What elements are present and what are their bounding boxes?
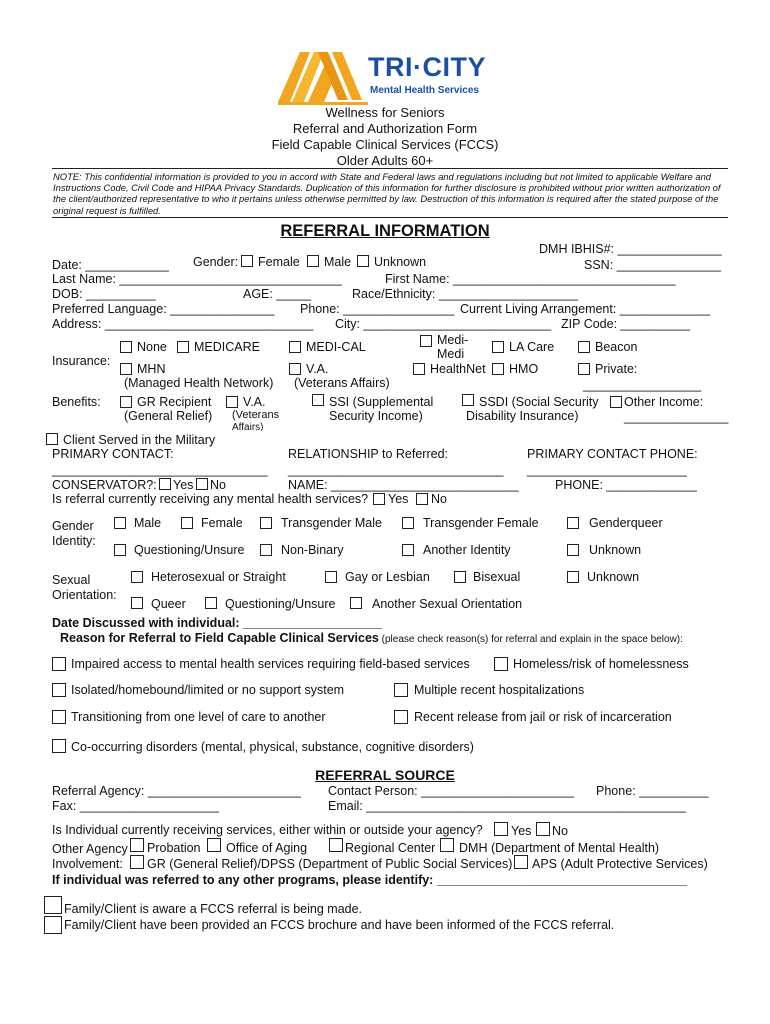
reason-hospitalizations-checkbox[interactable] [394, 683, 408, 697]
insurance-hmo-checkbox[interactable] [492, 363, 504, 375]
agency-aps-checkbox[interactable] [514, 855, 528, 869]
date-field[interactable]: Date: ____________ [52, 258, 169, 272]
insurance-mhn-checkbox[interactable] [120, 363, 132, 375]
tri-city-logo [278, 44, 493, 108]
receiving-yes-checkbox[interactable] [373, 493, 385, 505]
insurance-beacon-label: Beacon [595, 340, 638, 354]
benefits-va-checkbox[interactable] [226, 396, 238, 408]
benefits-ssi-label: SSI (Supplemental [329, 395, 434, 409]
conservator-name-field[interactable]: NAME: ___________________________ [288, 478, 519, 492]
so-gay-checkbox[interactable] [325, 571, 337, 583]
age-field[interactable]: AGE: _____ [243, 287, 312, 301]
source-no-checkbox[interactable] [536, 822, 550, 836]
reason-heading-bold: Reason for Referral to Field Capable Clinical Services [60, 631, 379, 645]
conservator-phone-field[interactable]: PHONE: _____________ [555, 478, 697, 492]
gender-label: Gender: [193, 255, 239, 269]
reason-cooccurring-checkbox[interactable] [52, 739, 66, 753]
phone-field[interactable]: Phone: ________________ [300, 302, 455, 316]
so-queer-checkbox[interactable] [131, 597, 143, 609]
insurance-medical-label: MEDI-CAL [306, 340, 366, 354]
agency-probation-label: Probation [147, 841, 201, 855]
reason-transitioning-checkbox[interactable] [52, 710, 66, 724]
contact-person-field[interactable]: Contact Person: ______________________ [328, 784, 575, 798]
insurance-medi-medi-checkbox[interactable] [420, 335, 432, 347]
so-unknown-checkbox[interactable] [567, 571, 579, 583]
insurance-va-checkbox[interactable] [289, 363, 301, 375]
conservator-no-label: No [210, 478, 226, 492]
so-gay-label: Gay or Lesbian [345, 570, 430, 584]
insurance-private-field[interactable]: _________________ [583, 378, 702, 392]
city-field[interactable]: City: ___________________________ [335, 317, 552, 331]
benefits-other-checkbox[interactable] [610, 396, 622, 408]
benefits-gr-label: GR Recipient [137, 395, 212, 409]
primary-phone-field[interactable]: _______________________ [527, 463, 687, 477]
insurance-private-checkbox[interactable] [578, 363, 590, 375]
insurance-medi-line1: Medi- [437, 333, 469, 347]
insurance-hmo-label: HMO [509, 362, 539, 376]
insurance-medicare-label: MEDICARE [194, 340, 260, 354]
header-line3: Field Capable Clinical Services (FCCS) [271, 137, 499, 152]
so-queer-label: Queer [151, 597, 186, 611]
agency-dmh-label: DMH (Department of Mental Health) [459, 841, 660, 855]
ssn-field[interactable]: SSN: _______________ [584, 258, 721, 272]
benefits-va-sub2: Affairs) [232, 422, 264, 431]
race-field[interactable]: Race/Ethnicity: ____________________ [352, 287, 578, 301]
source-no-label: No [552, 824, 568, 838]
gi-genderqueer-checkbox[interactable] [567, 517, 579, 529]
insurance-lacare-checkbox[interactable] [492, 341, 504, 353]
primary-contact-field[interactable]: _______________________________ [52, 463, 268, 477]
header-line1: Wellness for Seniors [325, 105, 445, 120]
insurance-healthnet-label: HealthNet [430, 362, 486, 376]
benefits-gr-sub: (General Relief) [124, 409, 213, 423]
reason-heading-note: (please check reason(s) for referral and explain in the space below): [378, 634, 683, 645]
receiving-no-checkbox[interactable] [416, 493, 428, 505]
family-aware-label: Family/Client is aware a FCCS referral is being made. [64, 902, 363, 916]
benefits-ssi-checkbox[interactable] [312, 394, 324, 406]
benefits-ssdi-sub: Disability Insurance) [466, 409, 579, 423]
military-label: Client Served in the Military [63, 433, 216, 447]
dmh-ibhis-field[interactable]: DMH IBHIS#: _______________ [539, 242, 722, 256]
family-brochure-label: Family/Client have been provided an FCCS brochure and have been informed of the FCCS referral. [64, 918, 615, 932]
reason-impaired-label: Impaired access to mental health services requiring field-based services [71, 657, 470, 671]
sexual-orientation-label1: Sexual [52, 573, 91, 587]
dob-field[interactable]: DOB: __________ [52, 287, 156, 301]
insurance-va-label: V.A. [306, 362, 329, 376]
zip-field[interactable]: ZIP Code: __________ [561, 317, 691, 331]
gender-unknown-checkbox[interactable] [357, 255, 369, 267]
agency-gr-checkbox[interactable] [130, 855, 144, 869]
conservator-yes-checkbox[interactable] [159, 478, 171, 490]
reason-isolated-label: Isolated/homebound/limited or no support system [71, 683, 345, 697]
insurance-medi-line2: Medi [437, 347, 465, 361]
insurance-none-label: None [137, 340, 167, 354]
agency-aps-label: APS (Adult Protective Services) [532, 857, 708, 871]
conservator-yes-label: Yes [173, 478, 194, 492]
benefits-va-label: V.A. [243, 395, 266, 409]
logo-subtitle: Mental Health Services [370, 85, 479, 96]
conservator-no-checkbox[interactable] [196, 478, 208, 490]
agency-dmh-checkbox[interactable] [440, 838, 454, 852]
address-field[interactable]: Address: ______________________________ [52, 317, 314, 331]
gender-unknown-label: Unknown [374, 255, 427, 269]
gi-unknown-checkbox[interactable] [567, 544, 579, 556]
relationship-field[interactable]: _______________________________ [288, 463, 504, 477]
insurance-lacare-label: LA Care [509, 340, 555, 354]
other-agency-label2: Involvement: [52, 857, 123, 871]
date-discussed-field[interactable]: Date Discussed with individual: ____________________ [52, 616, 383, 630]
conservator-label: CONSERVATOR?: [52, 478, 157, 492]
benefits-other-label: Other Income: [624, 395, 704, 409]
insurance-va-sub: (Veterans Affairs) [294, 376, 390, 390]
benefits-va-sub1: (Veterans [232, 409, 280, 421]
gi-trans-female-label: Transgender Female [423, 516, 539, 530]
receiving-no-label: No [431, 492, 447, 506]
gi-questioning-label: Questioning/Unsure [134, 543, 245, 557]
military-checkbox[interactable] [46, 433, 58, 445]
receiving-services-question: Is referral currently receiving any mental health services? [52, 492, 369, 506]
so-questioning-label: Questioning/Unsure [225, 597, 336, 611]
source-yes-checkbox[interactable] [494, 822, 508, 836]
so-another-label: Another Sexual Orientation [372, 597, 523, 611]
source-yes-label: Yes [511, 824, 532, 838]
other-programs-field[interactable]: If individual was referred to any other programs, please identify: ____________________________________ [52, 873, 688, 887]
benefits-ssdi-label: SSDI (Social Security [479, 395, 599, 409]
gi-unknown-label: Unknown [589, 543, 642, 557]
insurance-mhn-sub: (Managed Health Network) [124, 376, 274, 390]
agency-aging-label: Office of Aging [226, 841, 308, 855]
gender-female-checkbox[interactable] [241, 255, 253, 267]
living-arrangement-field[interactable]: Current Living Arrangement: _____________ [460, 302, 711, 316]
so-bi-checkbox[interactable] [454, 571, 466, 583]
note-bottom-rule [52, 217, 728, 218]
so-another-checkbox[interactable] [350, 597, 362, 609]
referral-source-title: REFERRAL SOURCE [315, 767, 455, 783]
family-brochure-checkbox[interactable] [44, 916, 62, 934]
insurance-healthnet-checkbox[interactable] [413, 363, 425, 375]
source-phone-field[interactable]: Phone: __________ [596, 784, 709, 798]
reason-cooccurring-label: Co-occurring disorders (mental, physical, substance, cognitive disorders) [71, 740, 474, 754]
confidentiality-note: NOTE: This confidential information is provided to you in accord with State and Federal laws and regulations including but not limited to applicable Welfare and Instructions Code, Civil Code and HIPAA Privacy Standards. Duplication of this information for further disclosure is prohibited without prior written authorization of the client/authorized representative to who it pertains unless otherwise permitted by law. Destruction of this information is required after the stated purpose of the original request is fulfilled. [53, 171, 721, 216]
gi-trans-female-checkbox[interactable] [402, 517, 414, 529]
email-field[interactable]: Email: ______________________________________________ [328, 799, 686, 813]
fax-field[interactable]: Fax: ____________________ [52, 799, 219, 813]
reason-isolated-checkbox[interactable] [52, 683, 66, 697]
last-name-field[interactable]: Last Name: ________________________________ [52, 272, 342, 286]
reason-hospitalizations-label: Multiple recent hospitalizations [414, 683, 585, 697]
header-line2: Referral and Authorization Form [292, 121, 478, 136]
benefits-gr-checkbox[interactable] [120, 396, 132, 408]
gi-another-checkbox[interactable] [402, 544, 414, 556]
so-unknown-label: Unknown [587, 570, 640, 584]
primary-phone-label: PRIMARY CONTACT PHONE: [527, 447, 698, 461]
other-agency-label1: Other Agency [52, 842, 128, 856]
referral-info-title: REFERRAL INFORMATION [280, 222, 490, 240]
insurance-medicare-checkbox[interactable] [177, 341, 189, 353]
gi-nonbinary-checkbox[interactable] [260, 544, 272, 556]
source-receiving-question: Is Individual currently receiving services, either within or outside your agency? [52, 823, 483, 837]
gi-male-checkbox[interactable] [114, 517, 126, 529]
gender-female-label: Female [258, 255, 300, 269]
reason-heading [60, 631, 683, 645]
benefits-other-field[interactable]: _______________ [624, 410, 729, 424]
note-top-rule [52, 168, 728, 169]
so-hetero-label: Heterosexual or Straight [151, 570, 286, 584]
insurance-medical-checkbox[interactable] [289, 341, 301, 353]
agency-regional-label: Regional Center [345, 841, 436, 855]
insurance-mhn-label: MHN [137, 362, 166, 376]
family-aware-checkbox[interactable] [44, 896, 62, 914]
so-hetero-checkbox[interactable] [131, 571, 143, 583]
benefits-ssi-sub: Security Income) [329, 409, 423, 423]
benefits-label: Benefits: [52, 395, 101, 409]
sexual-orientation-label2: Orientation: [52, 588, 117, 602]
gi-questioning-checkbox[interactable] [114, 544, 126, 556]
insurance-beacon-checkbox[interactable] [578, 341, 590, 353]
agency-probation-checkbox[interactable] [130, 838, 144, 852]
header-line4: Older Adults 60+ [336, 153, 434, 168]
primary-contact-label: PRIMARY CONTACT: [52, 447, 174, 461]
reason-homeless-label: Homeless/risk of homelessness [513, 657, 689, 671]
agency-regional-checkbox[interactable] [329, 838, 343, 852]
reason-impaired-checkbox[interactable] [52, 657, 66, 671]
agency-gr-label: GR (General Relief)/DPSS (Department of Public Social Services) [147, 857, 513, 871]
insurance-none-checkbox[interactable] [120, 341, 132, 353]
gi-nonbinary-label: Non-Binary [281, 543, 344, 557]
referral-agency-field[interactable]: Referral Agency: ______________________ [52, 784, 301, 798]
gi-trans-male-checkbox[interactable] [260, 517, 272, 529]
gender-identity-label2: Identity: [52, 534, 96, 548]
reason-homeless-checkbox[interactable] [494, 657, 508, 671]
insurance-label: Insurance: [52, 354, 111, 368]
reason-jail-label: Recent release from jail or risk of incarceration [414, 710, 672, 724]
relationship-label: RELATIONSHIP to Referred: [288, 447, 449, 461]
preferred-language-field[interactable]: Preferred Language: _______________ [52, 302, 275, 316]
agency-aging-checkbox[interactable] [207, 838, 221, 852]
gi-male-label: Male [134, 516, 162, 530]
receiving-yes-label: Yes [388, 492, 409, 506]
gi-female-label: Female [201, 516, 243, 530]
benefits-ssdi-checkbox[interactable] [462, 394, 474, 406]
logo-brand: TRI·CITY [368, 52, 486, 82]
first-name-field[interactable]: First Name: ________________________________ [385, 272, 676, 286]
insurance-private-label: Private: [595, 362, 638, 376]
reason-jail-checkbox[interactable] [394, 710, 408, 724]
gi-genderqueer-label: Genderqueer [589, 516, 663, 530]
gi-trans-male-label: Transgender Male [281, 516, 382, 530]
gender-identity-label1: Gender [52, 519, 94, 533]
so-questioning-checkbox[interactable] [205, 597, 217, 609]
gi-female-checkbox[interactable] [181, 517, 193, 529]
so-bi-label: Bisexual [473, 570, 521, 584]
gender-male-label: Male [324, 255, 352, 269]
reason-transitioning-label: Transitioning from one level of care to another [71, 710, 326, 724]
gender-male-checkbox[interactable] [307, 255, 319, 267]
gi-another-label: Another Identity [423, 543, 511, 557]
